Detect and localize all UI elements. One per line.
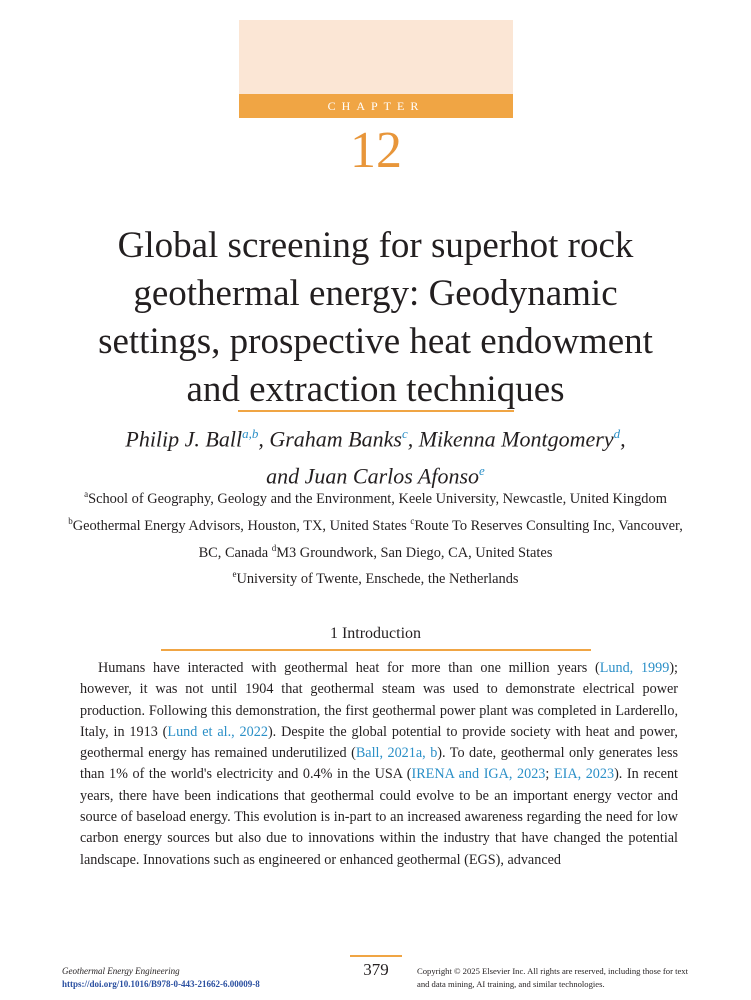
chapter-title [40, 222, 711, 414]
page-number: 379 [363, 960, 389, 979]
copyright-notice: Copyright © 2025 Elsevier Inc. All rights are reserved, including those for text and data mining, AI training, and similar technologies. [417, 966, 688, 989]
doi-link[interactable]: https://doi.org/10.1016/B978-0-443-21662-6.00009-8 [62, 979, 260, 989]
affiliation-b: Geothermal Energy Advisors, Houston, TX, United States [72, 517, 407, 534]
author-list [40, 418, 711, 493]
title-line: and extraction techniques [186, 369, 565, 410]
affiliation-c: Route To Reserves Consulting Inc, Vancouver, BC, Canada [198, 517, 683, 561]
title-line: geothermal energy: Geodynamic [133, 273, 618, 314]
affiliation-a: School of Geography, Geology and the Environment, Keele University, Newcastle, United Kingdom [88, 490, 667, 507]
citation-link[interactable]: IRENA and IGA, 2023 [411, 766, 546, 783]
author-affiliation-marker[interactable]: e [479, 463, 485, 479]
journal-title: Geothermal Energy Engineering [62, 966, 180, 976]
affiliation-e: University of Twente, Enschede, the Netherlands [236, 571, 519, 588]
title-divider [238, 410, 514, 412]
author-affiliation-marker[interactable]: a,b [242, 426, 259, 441]
footer-journal-info [62, 965, 260, 991]
chapter-header-background [239, 20, 513, 94]
author-name: and Juan Carlos Afonso [266, 463, 480, 489]
author-name: Mikenna Montgomery [418, 426, 614, 452]
title-line: settings, prospective heat endowment [98, 321, 653, 362]
author-name: Philip J. Ball [125, 426, 243, 452]
citation-link[interactable]: EIA, 2023 [553, 766, 615, 783]
citation-link[interactable]: Lund et al., 2022 [167, 723, 268, 740]
affiliation-d: M3 Groundwork, San Diego, CA, United States [276, 544, 553, 561]
author-name: Graham Banks [269, 426, 402, 452]
citation-link[interactable]: Ball, 2021a, b [355, 745, 438, 762]
page-number-rule [350, 955, 402, 957]
paragraph: Humans have interacted with geothermal heat for more than one million years (Lund, 1999); however, it was not until 1904 that geothermal steam was used to demonstrate electrical power production. Following this demonstration, the first geothermal power plant was completed in Larderello, Italy, in 1913 (Lund et al., 2022). Despite the global potential to provide society with heat and power, geothermal energy has remained underutilized (Ball, 2021a, b). To date, geothermal only generates less than 1% of the world's electricity and 0.4% in the USA (IRENA and IGA, 2023; EIA, 2023). In recent years, there have been indications that geothermal could evolve to be an important energy vector and source of baseload energy. This evolution is in-part to an increased awareness regarding the need for low carbon energy sources but also due to innovations within the industry that have changed the potential landscape. Innovations such as engineered or enhanced geothermal (EGS), advanced [80, 660, 679, 868]
title-line: Global screening for superhot rock [117, 225, 634, 266]
author-affiliation-marker[interactable]: c [401, 426, 408, 441]
author-line-1: Philip J. Ball$^{a,b}$, Graham Banks$^c$, Mikenna Montgomery$^d$, [125, 426, 626, 452]
section-divider [161, 649, 591, 651]
author-affiliation-marker[interactable]: d [613, 426, 621, 441]
chapter-label: CHAPTER [239, 94, 513, 118]
citation-link[interactable]: Lund, 1999 [599, 660, 670, 676]
section-heading: 1 Introduction [329, 625, 422, 642]
affiliations: $^a$School of Geography, Geology and the Environment, Keele University, Newcastle, United Kingdom $^b$Geothermal Energy Advisors, Houston, TX, United States $^c$Route To Reserves Consulting Inc, Vancouver, BC, Canada $^d$M3 Groundwork, San Diego, CA, United States $^e$University of Twente, Enschede, the Netherlands [68, 489, 683, 588]
body-text [80, 658, 678, 871]
chapter-number: 12 [350, 122, 402, 179]
